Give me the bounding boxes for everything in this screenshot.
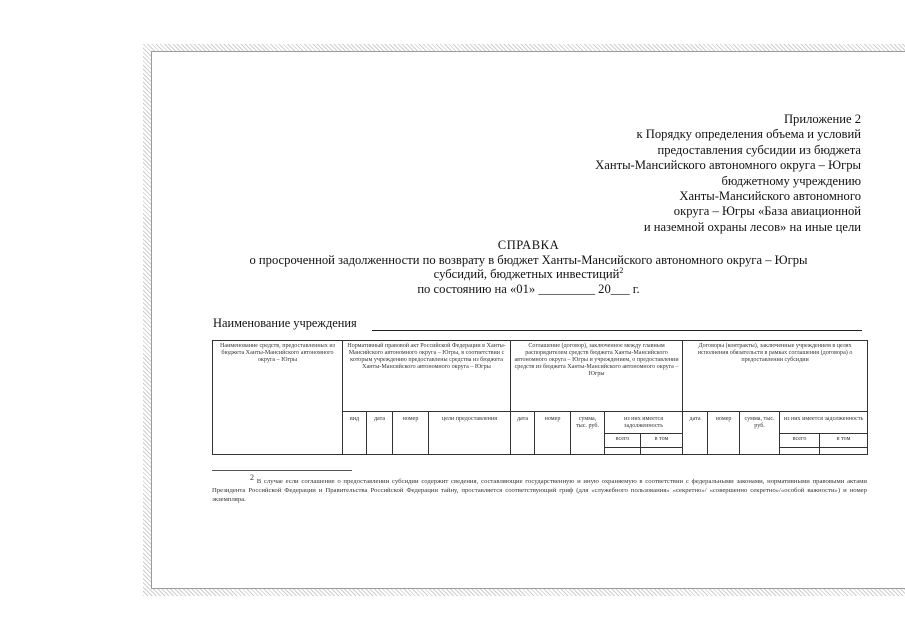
- appendix-line: бюджетному учреждению: [721, 173, 861, 188]
- footnote-ref: 2: [619, 266, 624, 275]
- header-nomer: номер: [393, 412, 429, 455]
- header-contract-debt: из них имеется задолженность: [780, 412, 868, 434]
- header-contract-nomer: номер: [708, 412, 740, 455]
- table-cell: [605, 448, 641, 455]
- table-cell: [780, 448, 820, 455]
- title-line-2: [192, 267, 865, 282]
- footnote-mark: 2: [250, 472, 254, 482]
- appendix-header: [461, 112, 861, 235]
- header-agreement-including: в том: [641, 434, 683, 448]
- header-agreement-total: всего: [605, 434, 641, 448]
- header-data: дата: [367, 412, 393, 455]
- header-celi: цели предоставления: [429, 412, 511, 455]
- header-contracts: Договоры (контракты), заключенные учреждением в целях исполнения обязательств в рамках соглашения (договора) о предоставлении субсидии: [683, 341, 868, 412]
- institution-label: Наименование учреждения: [213, 316, 357, 330]
- table-cell: [820, 448, 868, 455]
- appendix-line: округа – Югры «База авиационной: [673, 204, 861, 219]
- document-page: [151, 51, 905, 589]
- header-contract-summa: сумма, тыс. руб.: [740, 412, 780, 455]
- appendix-line: предоставления субсидии из бюджета: [657, 142, 861, 157]
- title-line-1: о просроченной задолженности по возврату в бюджет Ханты-Мансийского автономного округа – Югры: [249, 252, 808, 267]
- header-legal-act: Нормативный правовой акт Российской Федерации в Ханты-Мансийского автономного округа – Югры, в соответствии с которым учреждению предоставлены средства из бюджета Ханты-Мансийского автономного округа – Югры: [343, 341, 511, 412]
- header-contract-data: дата: [683, 412, 708, 455]
- footnote-text: В случае если соглашение о предоставлении субсидии содержит сведения, составляющие государственную и иную охраняемую в соответствии с федеральными законами, нормативными правовыми актами Президента Российской Федерации и Правительства Российской Федерации тайну, проставляется соответствующий гриф (для «служебного пользования» «секретно»/ «совершенно секретно»/«особой важности») и номер экземпляра.: [212, 478, 867, 503]
- document-title: СПРАВКА: [497, 238, 560, 252]
- appendix-line: Ханты-Мансийского автономного округа – Югры: [595, 158, 861, 173]
- header-agreement-summa: сумма, тыс. руб.: [571, 412, 605, 455]
- table-cell: [641, 448, 683, 455]
- header-agreement-data: дата: [511, 412, 535, 455]
- header-funds: Наименование средств, предоставленных из бюджета Ханты-Мансийского автономного округа – Югры: [213, 341, 343, 455]
- appendix-line: Ханты-Мансийского автономного: [679, 189, 861, 204]
- debt-table: [212, 340, 868, 455]
- document-frame: [143, 44, 905, 596]
- header-agreement-nomer: номер: [535, 412, 571, 455]
- title-line-2-text: субсидий, бюджетных инвестиций: [433, 267, 620, 282]
- appendix-line: и наземной охраны лесов» на иные цели: [643, 219, 861, 234]
- report-date-line: по состоянию на «01» _________ 20___ г.: [417, 281, 640, 296]
- header-contract-including: в том: [820, 434, 868, 448]
- institution-name-field: [372, 330, 862, 331]
- appendix-line: Приложение 2: [783, 112, 861, 126]
- header-agreement-debt: из них имеется задолженность: [605, 412, 683, 434]
- footnote-separator: [212, 470, 352, 471]
- header-vid: вид: [343, 412, 367, 455]
- header-contract-total: всего: [780, 434, 820, 448]
- footnote: [212, 472, 867, 504]
- document-title-block: [192, 238, 865, 296]
- header-agreement: Соглашение (договор), заключенное между главным распорядителем средств бюджета Ханты-Мансийского автономного округа – Югры и учреждением, о предоставлении средств из бюджета Ханты-Мансийского автономного округа – Югры: [511, 341, 683, 412]
- appendix-line: к Порядку определения объема и условий: [636, 127, 861, 142]
